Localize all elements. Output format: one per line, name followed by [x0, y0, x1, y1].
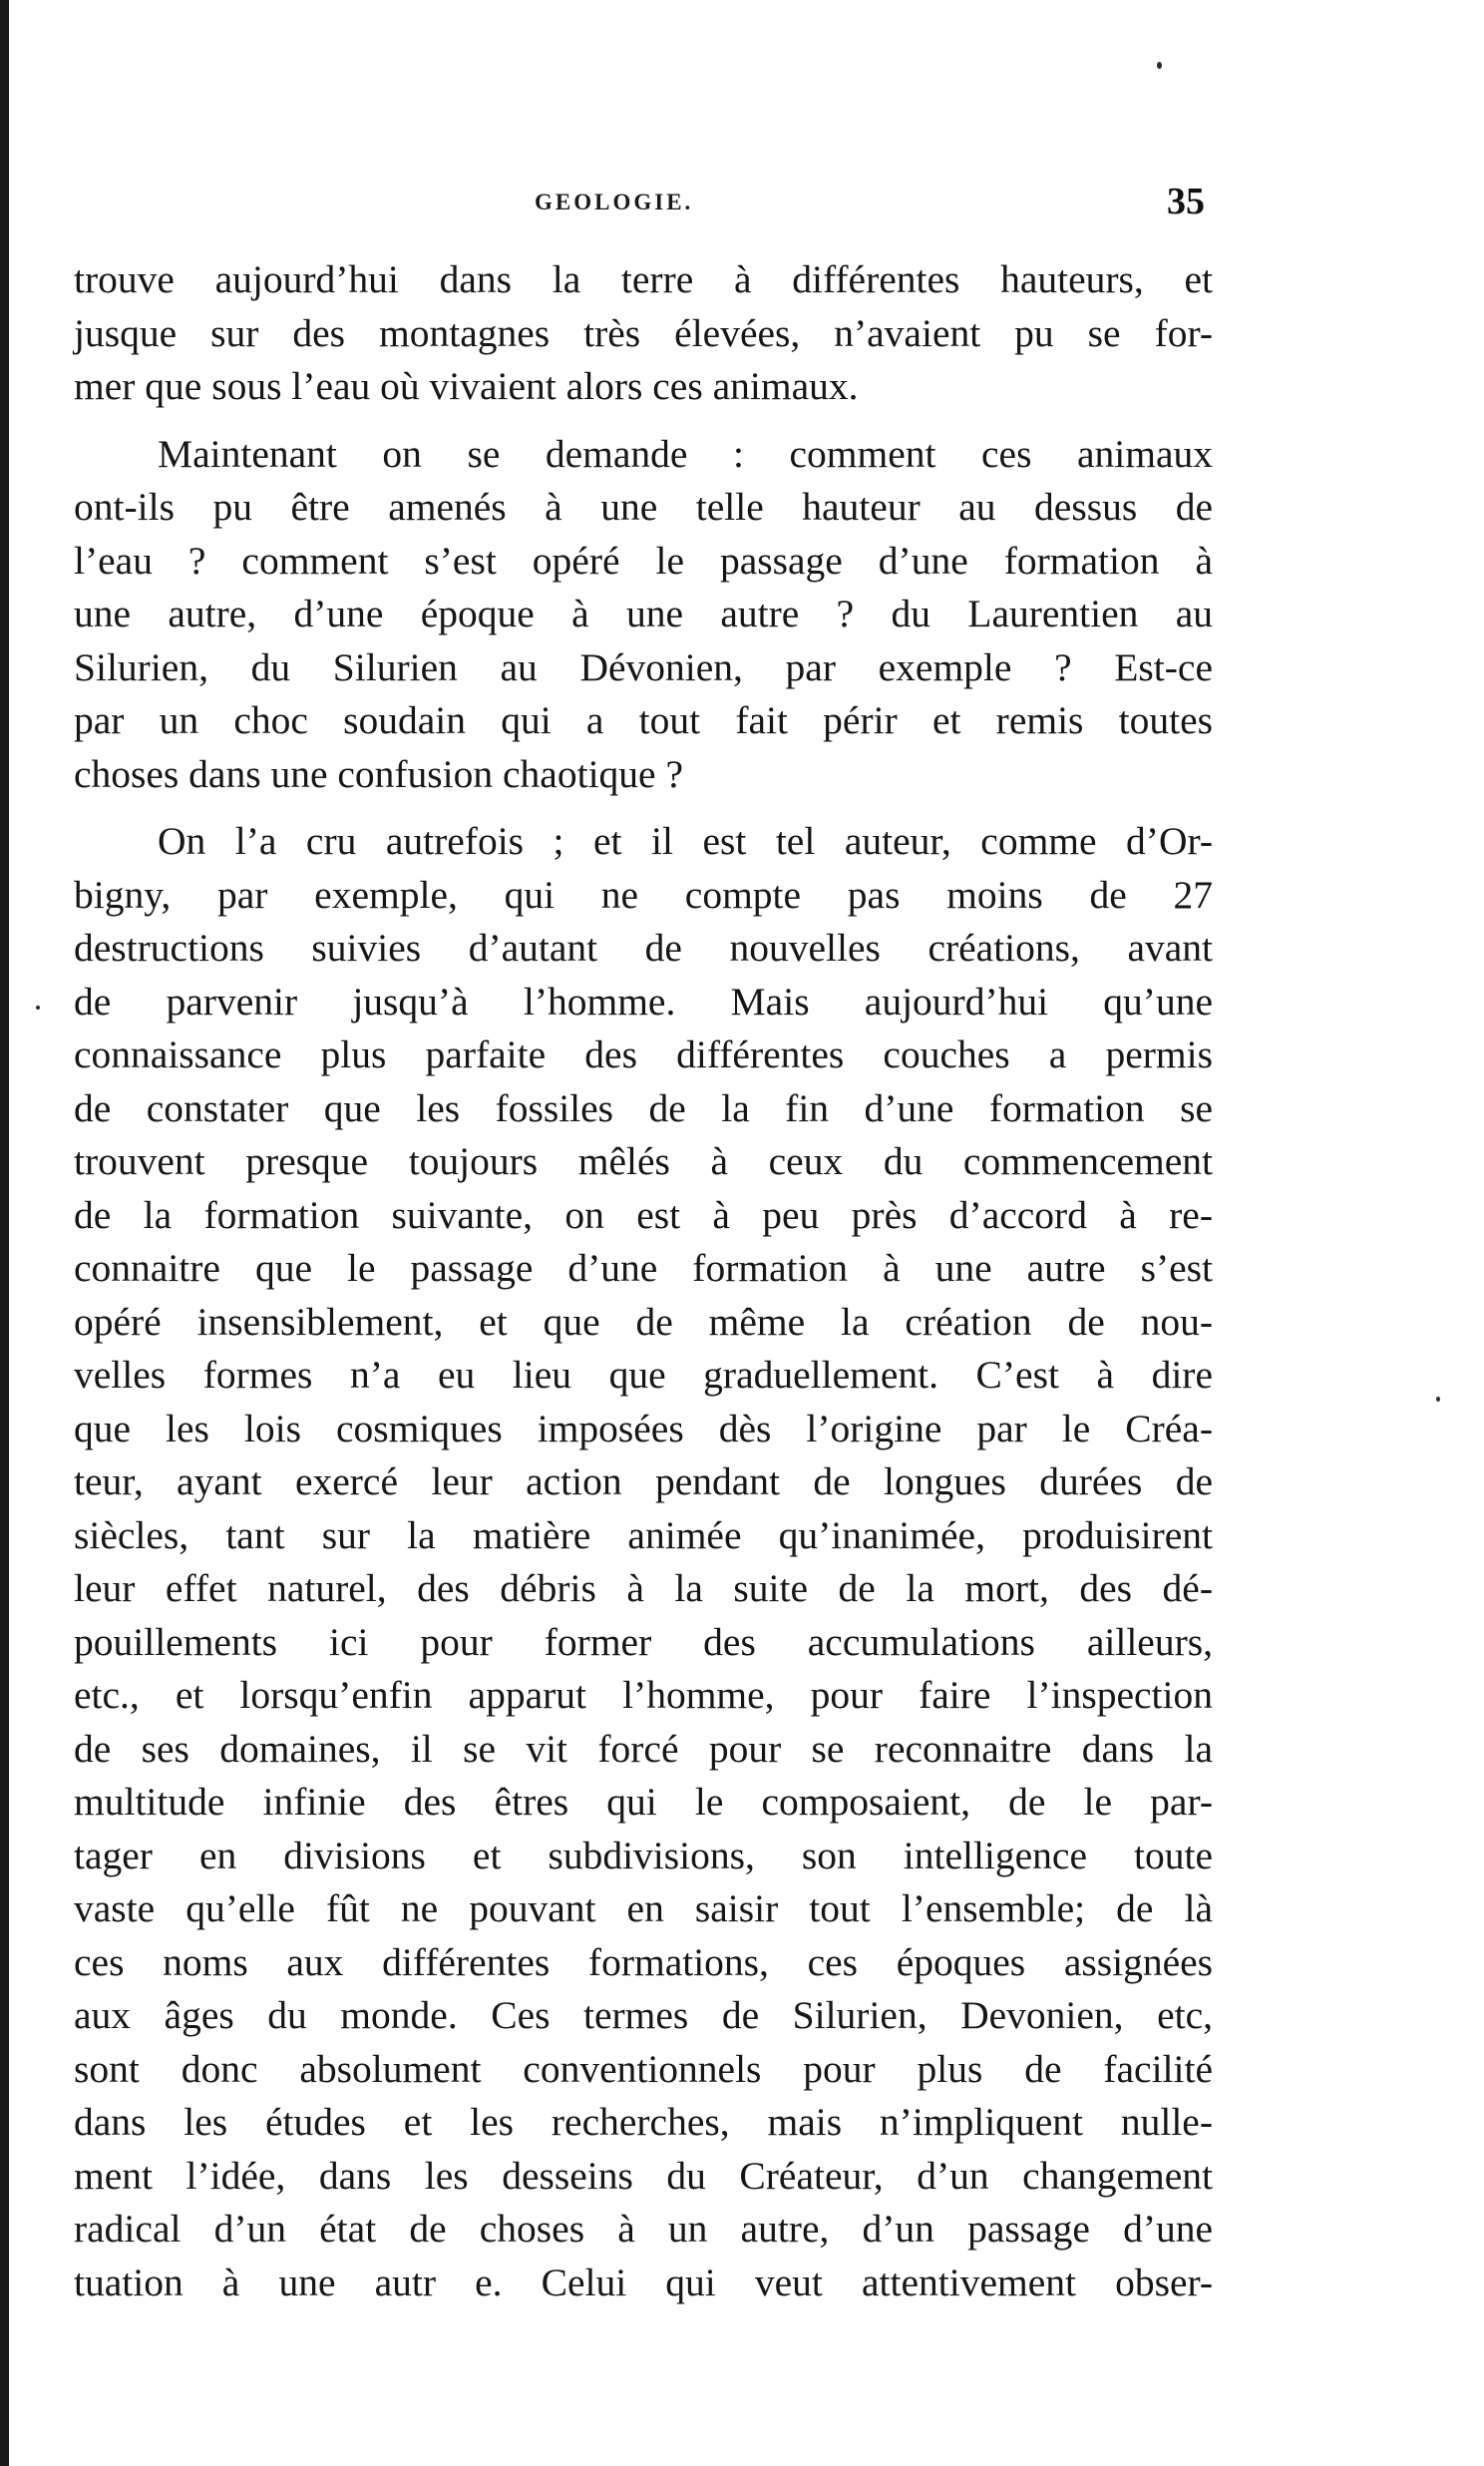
text-line: opéré insensiblement, et que de même la création de nou-: [74, 1299, 1213, 1344]
text-line: connaissance plus parfaite des différentes couches a permis: [74, 1032, 1213, 1076]
text-line: siècles, tant sur la matière animée qu’inanimée, produisirent: [74, 1512, 1213, 1557]
text-line: que les lois cosmiques imposées dès l’origine par le Créa-: [74, 1406, 1213, 1450]
text-line: par un choc soudain qui a tout fait périr et remis toutes: [74, 698, 1213, 742]
text-line: dans les études et les recherches, mais n’impliquent nulle-: [74, 2100, 1213, 2144]
ink-speck: [1157, 62, 1162, 69]
text-line: pouillements ici pour former des accumulations ailleurs,: [74, 1619, 1213, 1664]
paragraph: [74, 815, 1213, 2309]
text-line: tager en divisions et subdivisions, son intelligence toute: [74, 1833, 1213, 1877]
text-line: trouvent presque toujours mêlés à ceux du commencement: [74, 1139, 1213, 1183]
running-header: [0, 176, 1484, 235]
paragraph: [74, 428, 1213, 802]
body-text: [74, 253, 1213, 2309]
ink-speck: [1436, 1397, 1440, 1402]
page-binding-edge: [0, 0, 9, 2466]
text-line: vaste qu’elle fût ne pouvant en saisir tout l’ensemble; de là: [74, 1886, 1213, 1930]
text-line: multitude infinie des êtres qui le composaient, de le par-: [74, 1780, 1213, 1824]
text-line: ont-ils pu être amenés à une telle hauteur au dessus de: [74, 485, 1213, 529]
text-line: leur effet naturel, des débris à la suite de la mort, des dé-: [74, 1566, 1213, 1610]
text-line: une autre, d’une époque à une autre ? du Laurentien au: [74, 592, 1213, 635]
text-line: velles formes n’a eu lieu que graduellement. C’est à dire: [74, 1353, 1213, 1397]
text-line: jusque sur des montagnes très élevées, n’avaient pu se for-: [74, 310, 1213, 355]
text-line: de la formation suivante, on est à peu près d’accord à re-: [74, 1192, 1213, 1237]
text-line: connaitre que le passage d’une formation à une autre s’est: [74, 1246, 1213, 1290]
text-line: de parvenir jusqu’à l’homme. Mais aujourd’hui qu’une: [74, 979, 1213, 1024]
text-line: ment l’idée, dans les desseins du Créateur, d’un changement: [74, 2153, 1213, 2198]
page-number: 35: [1167, 181, 1205, 222]
text-line: l’eau ? comment s’est opéré le passage d’une formation à: [74, 538, 1213, 583]
ink-speck: [36, 1006, 40, 1010]
text-line: choses dans une confusion chaotique ?: [74, 751, 683, 796]
text-line: On l’a cru autrefois ; et il est tel auteur, comme d’Or-: [158, 819, 1213, 863]
text-line: Maintenant on se demande : comment ces animaux: [158, 431, 1213, 476]
text-line: Silurien, du Silurien au Dévonien, par exemple ? Est-ce: [74, 644, 1213, 689]
text-line: radical d’un état de choses à un autre, d’un passage d’une: [74, 2207, 1213, 2251]
text-line: sont donc absolument conventionnels pour plus de facilité: [74, 2046, 1213, 2091]
text-line: teur, ayant exercé leur action pendant de longues durées de: [74, 1459, 1213, 1503]
text-line: trouve aujourd’hui dans la terre à différentes hauteurs, et: [74, 257, 1213, 301]
text-line: de constater que les fossiles de la fin d’une formation se: [74, 1085, 1213, 1130]
text-line: de ses domaines, il se vit forcé pour se reconnaitre dans la: [74, 1726, 1213, 1771]
running-title: GEOLOGIE.: [535, 190, 694, 214]
text-line: etc., et lorsqu’enfin apparut l’homme, pour faire l’inspection: [74, 1673, 1213, 1717]
text-line: bigny, par exemple, qui ne compte pas moins de 27: [74, 872, 1213, 917]
paragraph: [74, 253, 1213, 414]
text-line: tuation à une autr e. Celui qui veut attentivement obser-: [74, 2260, 1213, 2304]
text-line: mer que sous l’eau où vivaient alors ces animaux.: [74, 364, 859, 408]
text-line: destructions suivies d’autant de nouvelles créations, avant: [74, 926, 1213, 970]
text-line: ces noms aux différentes formations, ces époques assignées: [74, 1939, 1213, 1984]
text-line: aux âges du monde. Ces termes de Silurien, Devonien, etc,: [74, 1993, 1213, 2037]
